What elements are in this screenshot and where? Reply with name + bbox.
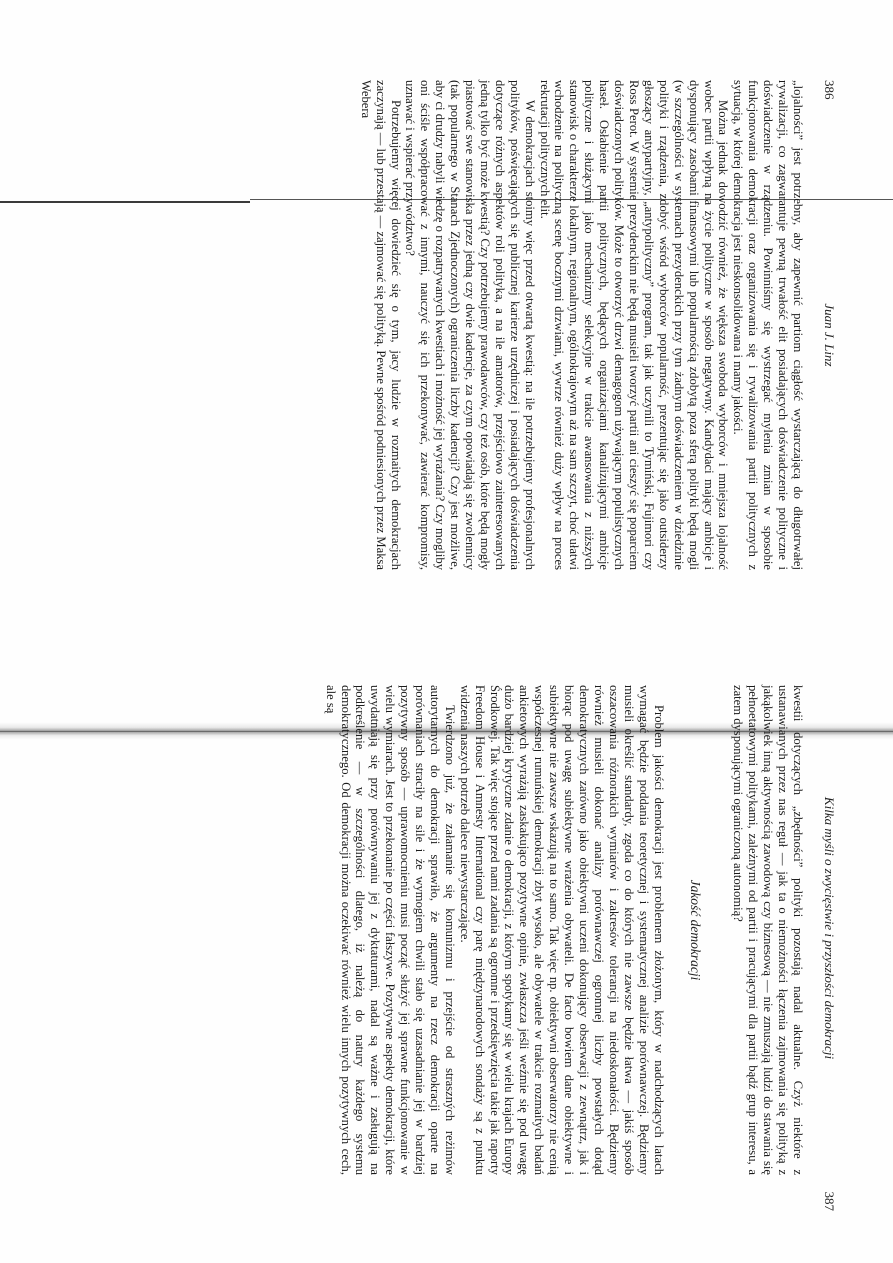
right-page	[0, 633, 893, 1263]
right-page-number: 387	[822, 1191, 837, 1211]
paragraph: Problem jakości demokracji jest problemem złożonym, który w nadchodzących latach wymagać będzie poddania teoretycznej i systematycznej analizie porównawczej. Będziemy musieli określić standardy, zgoda co do których nie zawsze będzie łatwa — jakiś sposób oszacowania różnorakich wymiarów i zakresów tolerancji na niedoskonałości. Będziemy również musieli dokonać analizy porównawczej ogromnej liczby powstałych dotąd demokratycznych zarówno jako obiektywni uczeni dokonujący obserwacji z zewnątrz, jak i biorąc pod uwagę subiektywne wrażenia obywateli. De facto bowiem dane obiektywne i subiektywne nie zawsze wskazują na to samo. Tak więc np. obiektywni obserwatorzy nie cenią współczesnej rumuńskiej demokracji zbyt wysoko, ale obywatele w trakcie rozmaitych badań ankietowych wyrażają zaskakująco pozytywne opinie, zwłaszcza jeśli weźmie się pod uwagę dużo bardziej krytyczne zdanie o demokracji, z którym spotykamy się w wielu krajach Europy Środkowej. Tak więc stojące przed nami zadania są ogromne i przedsięwzięcia takie jak raporty Freedom House i Amnesty International czy parę międzynarodowych sondaży są z punktu widzenia naszych potrzeb dalece niewystarczające.	[457, 685, 666, 1175]
left-text-column	[358, 80, 805, 570]
paragraph: Potrzebujemy więcej dowiedzieć się o tym, jacy ludzie w rozmaitych demokracjach zaczynają — lub przestają — zajmować się polityką. Pewne spośród podniesionych przez Maksa Webera	[358, 80, 403, 570]
left-running-head-title: Juan J. Linz	[822, 303, 837, 367]
paragraph: W demokracjach stoimy więc przed otwartą kwestią: na ile potrzebujemy profesjonalnych polityków, poświęcających się publicznej karierze urzędniczej i posiadających doświadczenia dotyczące różnych aspektów roli polityka, a na ile amatorów, przejściowo zainteresowanych jedną tylko być może kwestią? Czy potrzebujemy prawodawców, czy też osób, które będą mogły piastować swe stanowiska przez jedną czy dwie kadencje, za czym opowiadają się zwolennicy (tak popularnego w Stanach Zjednoczonych) ograniczenia liczby kadencji? Czy jest możliwe, aby ci drudzy nabyli wiedzę o rozpatrywanych kwestiach i możność jej wyrażania? Czy mogliby oni ściśle współpracować z innymi, nauczyć się ich przekonywać, zawierać kompromisy, uznawać i wspierać przywództwo?	[403, 80, 537, 570]
right-text-column	[323, 685, 805, 1175]
paragraph: kwestii dotyczących „zbędności” polityki pozostają nadal aktualne. Czyż niektóre z ustanawianych przez nas reguł — jak ta o niemożności łączenia zajmowania się polityką z jakąkolwiek inną aktywnością zawodową czy biznesową — nie zmuszają ludzi do stawania się pełnoetatowymi politykami, zależnymi od partii i pracującymi dla partii bądź grup interesu, a zatem dysponującymi ograniczoną autonomią?	[731, 685, 805, 1175]
paragraph: „lojalności” jest potrzebny, aby zapewnić partiom ciągłość wystarczającą do długotrwałej rywalizacji, co zagwarantuje pewną trwałość elit posiadających doświadczenie polityczne i doświadczenie w rządzeniu. Powinniśmy się wystrzegać mylenia zmian w sposobie funkcjonowania demokracji oraz organizowania się i rywalizowania partii politycznych z sytuacją, w której demokracja jest nieskonsolidowana i mamy jakości.	[731, 80, 805, 570]
left-page	[0, 0, 893, 630]
paragraph: Można jednak dowodzić również, że większa swoboda wyborców i mniejsza lojalność wobec partii wpłyną na życie polityczne w sposób negatywny. Kandydaci mający ambicje i dysponujący zasobami finansowymi lub popularnością zdobytą poza sferą polityki będą mogli (w szczególności w systemach prezydenckich przy tym żadnym doświadczeniem w dziedzinie polityki i rządzenia, zdobyć wśród wyborców popularność, prezentując się jako outsiderzy głoszący antypartyjny, „antypolityczny” program, tak jak uczynili to Tymiński, Fujimori czy Ross Perot. W systemie prezydenckim nie będą musieli tworzyć partii ani cieszyć się poparciem doświadczonych polityków. Może to otworzyć drzwi demagogom używającym populistycznych haseł. Osłabienie partii politycznych, będących organizacjami kanalizującymi ambicje polityczne i służącymi jako mechanizmy selekcyjne w trakcie awansowania z niższych stanowisk o charakterze lokalnym, regionalnym, ogólnokrajowym aż na sam szczyt, choć ułatwi wchodzenie na polityczną scenę bocznymi drzwiami, wywrze również duży wpływ na proces rekrutacji politycznych elit.	[537, 80, 731, 570]
right-running-head-title: Kilka myśli o zwycięstwie i przyszłości demokracji	[822, 796, 837, 1060]
section-title: Jakość demokracji	[688, 879, 704, 981]
paragraph: Twierdzono już, że załamanie się komunizmu i przejście od straszných reżimów autorytarnych do demokracji sprawiło, że argumenty na rzecz demokracji oparte na porównaniach straciły na sile i że wymogiem chwili stało się uzasadnianie jej w bardziej pozytywny sposób — uprawomocnieniu musi począć służyć jej sprawne funkcjonowanie w wielu wymiarach. Jest to przekonanie po części fałszywe. Pozytywne aspekty demokracji, które uwydatniają się przy porównywaniu jej z dyktaturami, nadal są ważne i zasługują na podkreślenie — w szczególności dlatego, iż należą do natury każdego systemu demokratycznego. Od demokracji można oczekiwać również wielu innych pozytywnych cech, ale są	[323, 685, 457, 1175]
left-page-number: 386	[822, 80, 837, 100]
